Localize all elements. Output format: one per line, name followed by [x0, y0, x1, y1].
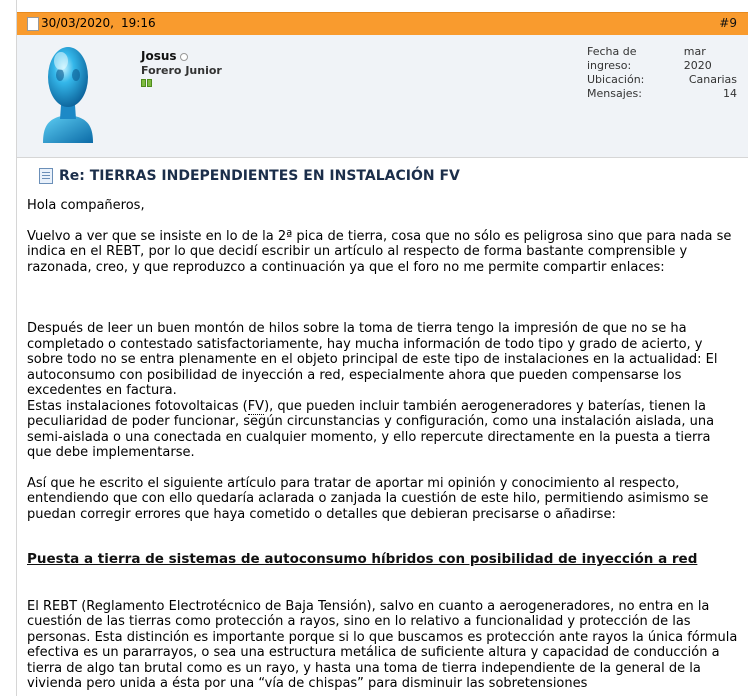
username-link[interactable]: Josus — [141, 49, 177, 63]
stat-join-date: Fecha de ingreso: mar 2020 — [587, 45, 712, 72]
avatar[interactable] — [29, 39, 107, 145]
post-time: 19:16 — [121, 16, 156, 30]
stat-posts: Mensajes: 14 — [587, 87, 737, 100]
paragraph-2: Después de leer un buen montón de hilos sobre la toma de tierra tengo la impresión de que no se ha completado o contestado satisfactoriamente, hay mucha información de todo tipo y grado de acierto, y sobre todo no se entra plenamente en el objeto principal de este tipo de instalaciones en la actualidad: El autoconsumo con posibilidad de inyección a red, especialmente ahora que pueden compensarse los excedentes en factura. — [27, 321, 718, 398]
post-header-bar — [17, 12, 748, 36]
greeting-text: Hola compañeros, — [27, 198, 145, 213]
post-body — [27, 198, 739, 692]
post-date: 30/03/2020, — [41, 16, 114, 30]
article-heading: Puesta a tierra de sistemas de autoconsumo híbridos con posibilidad de inyección a red — [27, 551, 698, 567]
paragraph-3: Estas instalaciones fotovoltaicas (FV), que pueden incluir también aerogeneradores y baterías, tienen la peculiaridad de poder funcionar, según circunstancias y configuración, como una instalación aislada, una semi-aislada o una conectada en cualquier momento, y ello repercute directamente en la puesta a tierra que debe implementarse. — [27, 398, 715, 460]
paragraph-5: El REBT (Reglamento Electrotécnico de Baja Tensión), salvo en cuanto a aerogeneradores, no entra en la cuestión de las tierras como protección a rayos, sino en lo relativo a funcionalidad y protección de las personas. Esta distinción es importante porque si lo que buscamos es protección ante rayos la única fórmula efectiva es un pararrayos, o sea una estructura metálica de suficiente altura y capacidad de conducción a tierra de algo tan brutal como es un rayo, y hasta una toma de tierra independiente de la general de la vivienda pero unida a ésta por una “vía de chispas” para disminuir las sobretensiones — [27, 598, 738, 691]
document-icon — [39, 168, 53, 184]
post-content — [17, 158, 748, 696]
paragraph-1: Vuelvo a ver que se insiste en lo de la 2ª pica de tierra, cosa que no sólo es peligrosa sino que para nada se indica en el REBT, por lo que decidí escribir un artículo al respecto de forma bastante comprensible y razonada, creo, y que reproduzco a continuación ya que el foro no me permite compartir enlaces: — [27, 228, 732, 275]
post-title: Re: TIERRAS INDEPENDIENTES EN INSTALACIÓN FV — [39, 168, 460, 184]
reputation-icon — [141, 79, 153, 87]
paragraph-4: Así que he escrito el siguiente artículo para tratar de aportar mi opinión y conocimiento al respecto, entendiendo que con ello quedaría aclarada o zanjada la cuestión de este hilo, permitiendo asimismo se puedan corregir errores que haya cometido o detalles que debieran precisarse o añadirse: — [27, 475, 709, 522]
user-stats — [587, 45, 737, 101]
post-number-link[interactable]: #9 — [719, 16, 737, 30]
stat-location: Ubicación: Canarias — [587, 73, 737, 86]
fv-abbreviation: FV — [247, 398, 265, 414]
post-page-icon — [27, 17, 39, 31]
user-rank: Forero Junior — [141, 64, 222, 77]
user-info-panel — [17, 35, 748, 158]
offline-status-icon — [180, 53, 188, 61]
forum-post — [16, 0, 748, 696]
